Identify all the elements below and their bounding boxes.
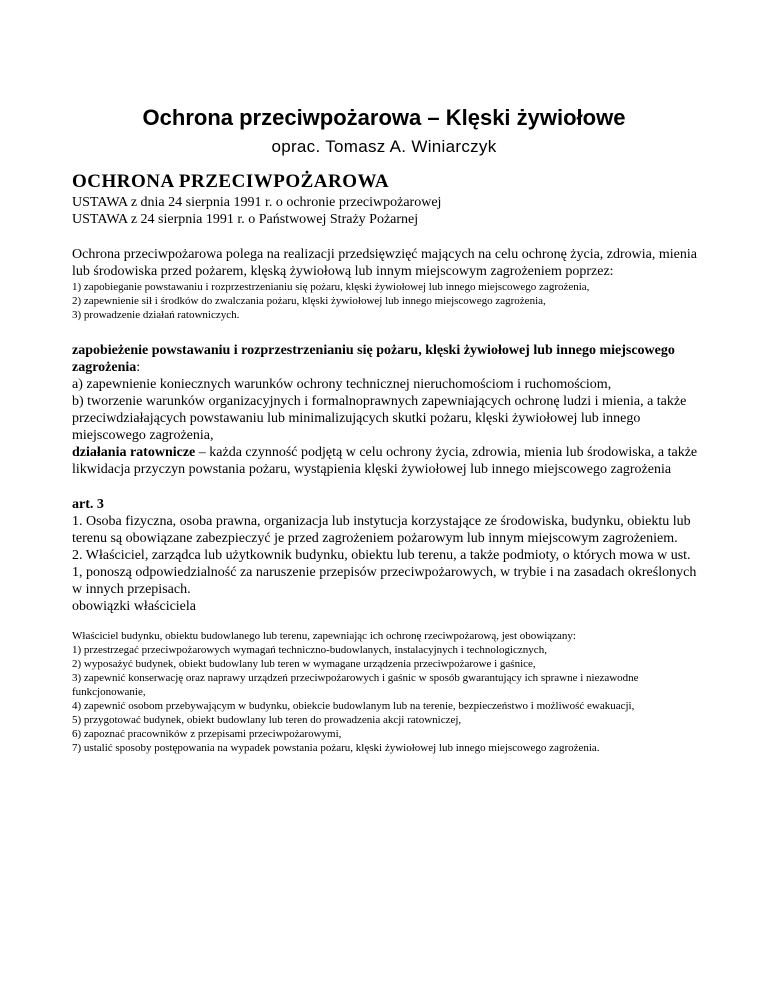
definition-paragraph: Ochrona przeciwpożarowa polega na realizacji przedsięwzięć mających na celu ochronę życia, zdrowia, mienia lub środowiska przed pożarem, klęską żywiołową lub innym miejscowym zagrożeniem poprzez: [72,247,697,279]
owner-duty-item: 7) ustalić sposoby postępowania na wypadek powstania pożaru, klęski żywiołowej lub innego miejscowego zagrożenia. [72,742,600,754]
article-heading: art. 3 [72,497,104,512]
prevention-item: b) tworzenie warunków organizacyjnych i formalnoprawnych zapewniających ochronę ludzi i mienia, a także przeciwdziałających powstawaniu lub minimalizujących skutki pożaru, klęski żywiołowej lub innego miejscowego zagrożenia, [72,394,687,443]
document-title: Ochrona przeciwpożarowa – Klęski żywiołowe [142,105,626,130]
owner-duty-item: 5) przygotować budynek, obiekt budowlany lub teren do prowadzenia akcji ratowniczej, [72,714,462,726]
section-heading: OCHRONA PRZECIWPOŻAROWA [72,171,390,192]
owner-duty-item: 2) wyposażyć budynek, obiekt budowlany lub teren w wymagane urządzenia przeciwpożarowe i gaśnice, [72,658,536,670]
rescue-text: – każda czynność podjętą w celu ochrony życia, zdrowia, mienia lub środowiska, a także likwidacja przyczyn powstania pożaru, wystąpienia klęski żywiołowej lub innego miejscowego zagrożenia [72,445,698,477]
document-subtitle: oprac. Tomasz A. Winiarczyk [271,137,497,156]
prevention-item: a) zapewnienie koniecznych warunków ochrony technicznej nieruchomościom i ruchomościom, [72,377,612,392]
prevention-term-line [72,342,704,376]
document-content [72,170,704,755]
owner-duties-intro: Właściciel budynku, obiektu budowlanego lub terenu, zapewniając ich ochronę rzeciwpożarową, jest obowiązany: [72,630,576,642]
article-subheading: obowiązki właściciela [72,599,197,614]
owner-duty-item: 6) zapoznać pracowników z przepisami przeciwpożarowymi, [72,728,342,740]
prevention-term: zapobieżenie powstawaniu i rozprzestrzenianiu się pożaru, klęski żywiołowej lub innego miejscowego zagrożenia [72,343,675,375]
definition-item: 3) prowadzenie działań ratowniczych. [72,309,240,321]
prevention-colon: : [136,360,141,375]
article-paragraph: 1. Osoba fizyczna, osoba prawna, organizacja lub instytucja korzystające ze środowiska, budynku, obiektu lub terenu są obowiązane zabezpieczyć je przed zagrożeniem pożarowym lub innym miejscowym zagrożeniem. [72,514,691,546]
article-paragraph: 2. Właściciel, zarządca lub użytkownik budynku, obiektu lub terenu, a także podmioty, o których mowa w ust. 1, ponoszą odpowiedzialność za naruszenie przepisów przeciwpożarowych, w trybie i na zasadach określonych w innych przepisach. [72,548,697,597]
definition-item: 1) zapobieganie powstawaniu i rozprzestrzenianiu się pożaru, klęski żywiołowej lub innego miejscowego zagrożenia, [72,281,590,293]
owner-duty-item: 1) przestrzegać przeciwpożarowych wymagań techniczno-budowlanych, instalacyjnych i technologicznych, [72,644,547,656]
law-reference: USTAWA z dnia 24 sierpnia 1991 r. o ochronie przeciwpożarowej [72,195,442,210]
owner-duty-item: 3) zapewnić konserwację oraz naprawy urządzeń przeciwpożarowych i gaśnic w sposób gwarantujący ich sprawne i niezawodne funkcjonowanie, [72,672,639,698]
rescue-term: działania ratownicze [72,445,196,460]
law-reference: USTAWA z 24 sierpnia 1991 r. o Państwowej Straży Pożarnej [72,212,419,227]
definition-item: 2) zapewnienie sił i środków do zwalczania pożaru, klęski żywiołowej lub innego miejscowego zagrożenia, [72,295,546,307]
owner-duty-item: 4) zapewnić osobom przebywającym w budynku, obiekcie budowlanym lub na terenie, bezpieczeństwo i możliwość ewakuacji, [72,700,635,712]
rescue-definition [72,444,704,478]
